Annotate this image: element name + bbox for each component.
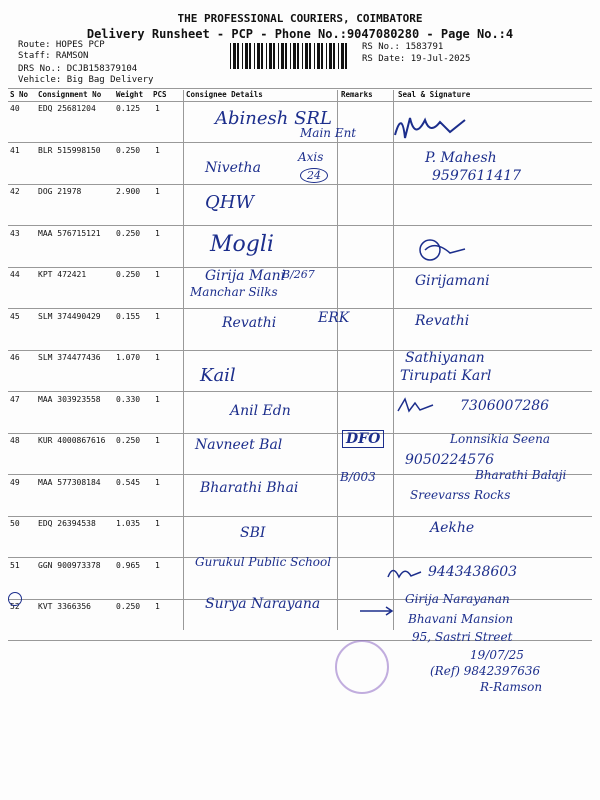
row-sno: 40 (10, 104, 20, 113)
table-top-line (8, 88, 592, 89)
drs-label: DRS No.: DCJB158379104 (18, 64, 138, 74)
row-consignment-no: KPT 472421 (38, 270, 87, 279)
row-weight: 1.070 (116, 353, 141, 362)
hw-r49-sig2: Sreevarss Rocks (410, 488, 511, 502)
table-row (8, 519, 592, 539)
col-seal: Seal & Signature (398, 90, 471, 99)
row-divider (8, 184, 592, 185)
hw-r45-consignee: Revathi (222, 315, 277, 331)
table-header-line (8, 101, 592, 102)
row-weight: 2.900 (116, 187, 141, 196)
signature-r43 (410, 235, 470, 265)
vehicle-label: Vehicle: Big Bag Delivery (18, 75, 154, 85)
row-divider (8, 225, 592, 226)
row-sno: 42 (10, 187, 20, 196)
hw-r48-phone: 9050224576 (405, 452, 495, 468)
row-pcs: 1 (155, 395, 160, 404)
row-weight: 0.250 (116, 229, 141, 238)
row-pcs: 1 (155, 187, 160, 196)
table-row (8, 187, 592, 207)
hw-r52-sig: Girija Narayanan (405, 592, 510, 606)
row-sno: 48 (10, 436, 20, 445)
row-consignment-no: EDQ 26394538 (38, 519, 96, 528)
row-divider (8, 350, 592, 351)
row-sno: 43 (10, 229, 20, 238)
row-consignment-no: MAA 576715121 (38, 229, 101, 238)
hw-r52-sig2: Bhavani Mansion (408, 612, 514, 626)
row-weight: 0.250 (116, 270, 141, 279)
hw-r52-sig6: R-Ramson (480, 680, 543, 694)
col-weight: Weight (116, 90, 144, 99)
table-row (8, 229, 592, 249)
hw-r51-phone: 9443438603 (428, 564, 518, 580)
table-row (8, 312, 592, 332)
row-weight: 0.330 (116, 395, 141, 404)
row-sno: 51 (10, 561, 20, 570)
table-row (8, 353, 592, 373)
hw-r44-consignee: Girija Mani (205, 268, 286, 284)
hw-r45-remark: ERK (318, 310, 350, 326)
row-pcs: 1 (155, 104, 160, 113)
row-pcs: 1 (155, 146, 160, 155)
col-consignment: Consignment No (38, 90, 102, 99)
row-consignment-no: MAA 577308184 (38, 478, 101, 487)
hw-r51-consignee: Gurukul Public School (195, 555, 332, 569)
col-remarks: Remarks (341, 90, 373, 99)
staff-label: Staff: RAMSON (18, 51, 89, 61)
row-weight: 0.250 (116, 436, 141, 445)
hw-r52-consignee: Surya Narayana (205, 596, 321, 612)
row-consignment-no: KUR 4000867616 (38, 436, 106, 445)
row-52-circle (8, 592, 22, 606)
hw-r45-sig: Revathi (415, 313, 470, 329)
row-divider (8, 391, 592, 392)
hw-r49-remark: B/003 (340, 470, 376, 484)
row-consignment-no: BLR 515998150 (38, 146, 101, 155)
route-label: Route: HOPES PCP (18, 40, 105, 50)
hw-r43-consignee: Mogli (210, 232, 274, 257)
hw-r52-sig3: 95, Sastri Street (412, 630, 513, 644)
hw-r47-consignee: Anil Edn (230, 403, 291, 419)
hw-r41-remark2: 24 (300, 168, 328, 183)
hw-r49-sig: Bharathi Balaji (475, 468, 567, 482)
rs-date: RS Date: 19-Jul-2025 (362, 54, 471, 64)
row-sno: 49 (10, 478, 20, 487)
row-pcs: 1 (155, 436, 160, 445)
hw-r41-remark: Axis (298, 150, 324, 164)
hw-r52-sig4: 19/07/25 (470, 648, 524, 662)
row-consignment-no: SLM 374490429 (38, 312, 101, 321)
row-consignment-no: SLM 374477436 (38, 353, 101, 362)
row-consignment-no: GGN 900973378 (38, 561, 101, 570)
row-consignment-no: DOG 21978 (38, 187, 82, 196)
row-pcs: 1 (155, 478, 160, 487)
hw-r46-sig2: Tirupati Karl (400, 368, 492, 384)
row-weight: 0.125 (116, 104, 141, 113)
hw-r42-consignee: QHW (205, 192, 254, 213)
hw-r49-consignee: Bharathi Bhai (200, 480, 299, 496)
runsheet-title: Delivery Runsheet - PCP - Phone No.:9047080280 - Page No.:4 (86, 27, 514, 41)
row-pcs: 1 (155, 561, 160, 570)
hw-r48-remark: DFO (342, 430, 384, 448)
row-weight: 0.250 (116, 146, 141, 155)
row-divider (8, 516, 592, 517)
col-consignee: Consignee Details (186, 90, 263, 99)
signature-r51 (385, 562, 425, 584)
col-pcs: PCS (153, 90, 167, 99)
hw-r41-phone: 9597611417 (432, 168, 522, 184)
hw-r41-consignee: Nivetha (205, 160, 261, 176)
row-consignment-no: EDQ 25681204 (38, 104, 96, 113)
seal-stamp (335, 640, 389, 694)
row-sno: 50 (10, 519, 20, 528)
hw-r52-sig5: (Ref) 9842397636 (430, 664, 541, 678)
arrow-icon (358, 605, 398, 617)
hw-r40-remark: Main Ent (300, 126, 357, 140)
hw-r48-consignee: Navneet Bal (195, 437, 283, 453)
signature-r40 (390, 110, 480, 145)
signature-r47 (395, 395, 440, 417)
hw-r46-consignee: Kail (200, 365, 236, 386)
row-consignment-no: KVT 3366356 (38, 602, 91, 611)
row-weight: 0.545 (116, 478, 141, 487)
row-sno: 44 (10, 270, 20, 279)
row-pcs: 1 (155, 353, 160, 362)
company-title: THE PROFESSIONAL COURIERS, COIMBATORE (177, 12, 423, 25)
hw-r44-consignee2: Manchar Silks (190, 285, 278, 299)
row-weight: 0.155 (116, 312, 141, 321)
row-pcs: 1 (155, 270, 160, 279)
row-consignment-no: MAA 303923558 (38, 395, 101, 404)
hw-r46-sig: Sathiyanan (405, 350, 485, 366)
row-sno: 46 (10, 353, 20, 362)
row-weight: 0.250 (116, 602, 141, 611)
row-divider (8, 142, 592, 143)
row-pcs: 1 (155, 602, 160, 611)
hw-r48-sig: Lonnsikia Seena (450, 432, 551, 446)
row-weight: 1.035 (116, 519, 141, 528)
row-weight: 0.965 (116, 561, 141, 570)
row-sno: 45 (10, 312, 20, 321)
row-pcs: 1 (155, 229, 160, 238)
hw-r44-sig: Girijamani (415, 273, 490, 289)
rs-number: RS No.: 1583791 (362, 42, 444, 52)
hw-r50-sig: Aekhe (430, 520, 475, 536)
hw-r40-consignee: Abinesh SRL (215, 108, 332, 129)
row-sno: 52 (10, 602, 20, 611)
hw-r41-sig: P. Mahesh (425, 150, 497, 166)
barcode (230, 43, 350, 69)
hw-r50-consignee: SBI (240, 525, 266, 541)
row-sno: 41 (10, 146, 20, 155)
row-divider (8, 308, 592, 309)
row-sno: 47 (10, 395, 20, 404)
col-sno: S No (10, 90, 29, 99)
row-pcs: 1 (155, 312, 160, 321)
row-pcs: 1 (155, 519, 160, 528)
hw-r44-remark: B/267 (282, 268, 315, 281)
hw-r47-phone: 7306007286 (460, 398, 550, 414)
